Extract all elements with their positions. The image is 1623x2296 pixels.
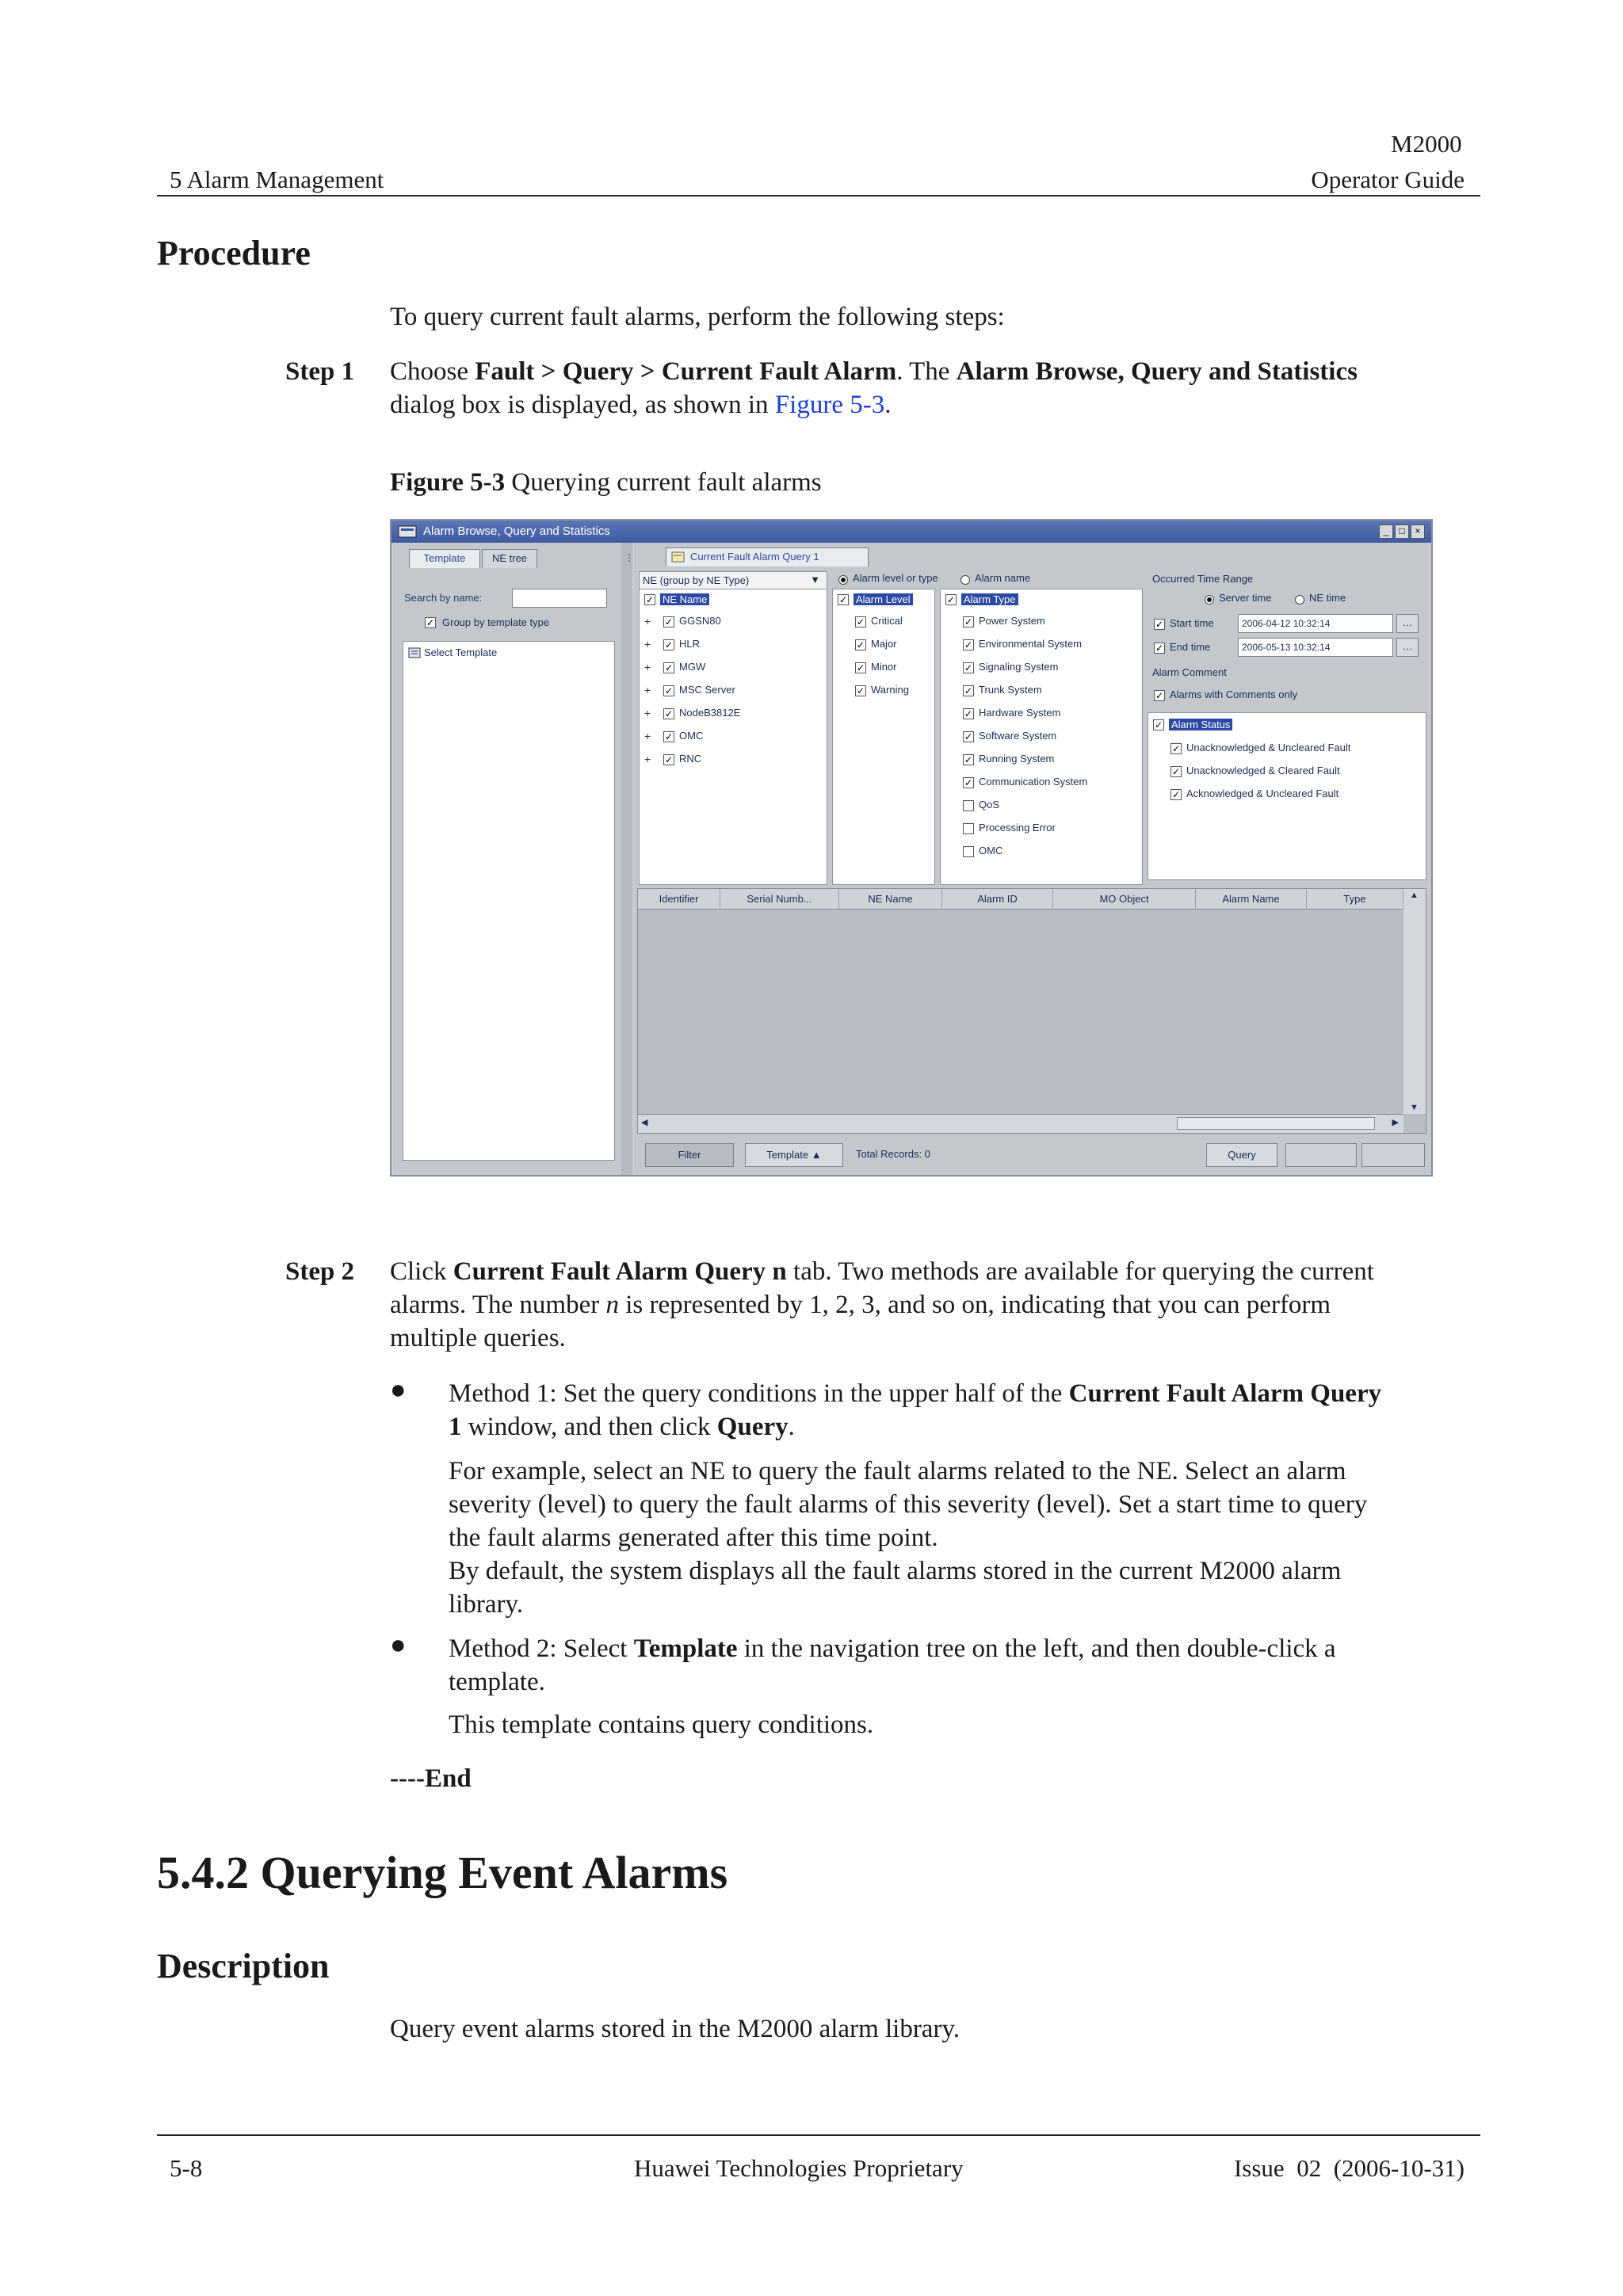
status-checkbox[interactable]: ✓ [1171, 789, 1181, 800]
level-tree [832, 589, 935, 885]
method1-para-4: By default, the system displays all the fault alarms stored in the current M2000 alarm [449, 1557, 1342, 1585]
method1-line1: Method 1: Set the query conditions in the upper half of the Current Fault Alarm Query [449, 1379, 1382, 1408]
end-marker: ----End [390, 1764, 472, 1793]
column-serial-number[interactable]: Serial Numb... [720, 889, 839, 910]
column-mo-object[interactable]: MO Object [1053, 889, 1196, 910]
header-doc-title: Operator Guide [1311, 166, 1465, 193]
alarm-browse-dialog [390, 519, 1433, 1177]
step1-label: Step 1 [285, 357, 355, 386]
tab-current-fault-query[interactable]: Current Fault Alarm Query 1 [666, 547, 869, 566]
status-checkbox[interactable]: ✓ [1171, 766, 1181, 777]
method2-para: This template contains query conditions. [449, 1711, 874, 1739]
scroll-up-icon[interactable]: ▲ [1410, 891, 1419, 900]
status-item[interactable]: Unacknowledged & Cleared Fault [1186, 765, 1340, 776]
ne-root-checkbox[interactable]: ✓ [645, 594, 655, 605]
start-time-checkbox[interactable]: ✓ [1155, 619, 1164, 630]
type-item[interactable]: Signaling System [979, 661, 1059, 673]
ne-checkbox[interactable]: ✓ [664, 662, 674, 673]
type-checkbox[interactable]: ✓ [964, 616, 973, 627]
column-type[interactable]: Type [1307, 889, 1403, 910]
radio-level-type-label: Alarm level or type [853, 572, 938, 584]
level-checkbox[interactable]: ✓ [856, 639, 865, 650]
expand-icon[interactable]: + [644, 707, 651, 719]
method1-para-3: the fault alarms generated after this time point. [449, 1524, 938, 1552]
type-root-checkbox[interactable]: ✓ [946, 594, 956, 605]
tab-ne-tree[interactable]: NE tree [482, 549, 537, 568]
type-checkbox[interactable]: ✓ [964, 662, 973, 673]
step2-line1: Click Current Fault Alarm Query n tab. Two methods are available for querying the current [390, 1257, 1374, 1286]
right-panel [634, 543, 1431, 1175]
radio-ne-time[interactable] [1295, 595, 1304, 605]
type-item[interactable]: Environmental System [979, 638, 1083, 650]
step2-line2: alarms. The number n is represented by 1, 2, 3, and so on, indicating that you can perform [390, 1291, 1331, 1319]
type-item[interactable]: Software System [979, 730, 1057, 742]
level-item[interactable]: Critical [871, 615, 903, 627]
expand-icon[interactable]: + [644, 730, 651, 742]
group-label: Group by template type [442, 616, 550, 628]
ne-checkbox[interactable]: ✓ [664, 731, 674, 742]
dialog-titlebar [391, 521, 1431, 543]
type-checkbox[interactable]: ✓ [964, 777, 973, 788]
type-checkbox[interactable] [963, 823, 974, 834]
radio-server-time[interactable] [1205, 595, 1214, 605]
level-item[interactable]: Warning [871, 684, 909, 696]
results-header [638, 889, 1403, 910]
level-root-label: Alarm Level [854, 593, 913, 605]
close-icon[interactable]: × [1411, 524, 1425, 539]
type-item[interactable]: Power System [979, 615, 1045, 627]
ne-item[interactable]: MSC Server [679, 684, 735, 696]
template-folder-icon [408, 646, 421, 659]
search-input[interactable] [512, 589, 607, 608]
search-label: Search by name: [404, 592, 483, 604]
level-checkbox[interactable]: ✓ [856, 616, 865, 627]
comments-only-label: Alarms with Comments only [1170, 688, 1298, 700]
start-time-input[interactable]: 2006-04-12 10:32:14 [1238, 614, 1393, 633]
scroll-down-icon[interactable]: ▼ [1410, 1103, 1419, 1112]
level-item[interactable]: Major [871, 638, 897, 650]
type-checkbox[interactable]: ✓ [964, 754, 973, 765]
bullet-icon: ● [390, 1375, 407, 1405]
status-root-checkbox[interactable]: ✓ [1154, 719, 1163, 730]
ne-item[interactable]: NodeB3812E [679, 707, 741, 719]
template-tree [403, 641, 615, 1161]
footer-company: Huawei Technologies Proprietary [634, 2154, 964, 2182]
type-checkbox[interactable] [963, 800, 974, 811]
type-item[interactable]: Communication System [979, 776, 1088, 788]
method2-line2: template. [449, 1668, 545, 1696]
type-checkbox[interactable]: ✓ [964, 708, 973, 719]
results-table [637, 888, 1426, 1134]
column-alarm-name[interactable]: Alarm Name [1196, 889, 1307, 910]
level-checkbox[interactable]: ✓ [856, 662, 865, 673]
right-conditions [1148, 571, 1428, 885]
type-item[interactable]: OMC [979, 845, 1003, 856]
method1-line2: 1 window, and then click Query. [449, 1413, 795, 1441]
template-button[interactable]: Template ▲ [745, 1143, 843, 1167]
maximize-icon[interactable]: □ [1395, 524, 1409, 539]
status-item[interactable]: Acknowledged & Uncleared Fault [1186, 788, 1339, 799]
bullet-icon: ● [390, 1630, 407, 1660]
status-checkbox[interactable]: ✓ [1171, 743, 1181, 754]
end-time-label: End time [1170, 641, 1211, 653]
ne-item[interactable]: OMC [679, 730, 704, 742]
type-root-label: Alarm Type [961, 593, 1018, 605]
header-chapter: 5 Alarm Management [170, 166, 384, 193]
ne-checkbox[interactable]: ✓ [664, 639, 674, 650]
header-product: M2000 [1391, 130, 1462, 158]
radio-alarm-name-label: Alarm name [975, 572, 1031, 584]
ne-root-label: NE Name [660, 593, 709, 605]
method2-line1: Method 2: Select Template in the navigation tree on the left, and then double-click a [449, 1634, 1336, 1663]
filter-button[interactable]: Filter [645, 1143, 734, 1167]
ne-checkbox[interactable]: ✓ [664, 616, 674, 627]
figure-link[interactable]: Figure 5-3 [774, 391, 885, 419]
status-item[interactable]: Unacknowledged & Uncleared Fault [1186, 742, 1351, 753]
ne-group-select[interactable]: NE (group by NE Type) ▼ [639, 571, 827, 605]
type-item[interactable]: Hardware System [979, 707, 1061, 719]
chevron-up-icon: ▲ [811, 1149, 822, 1161]
procedure-heading: Procedure [157, 234, 311, 273]
ne-checkbox[interactable]: ✓ [664, 685, 674, 696]
splitter-arrows-icon: ⋮ [624, 552, 634, 563]
level-root-checkbox[interactable]: ✓ [838, 594, 848, 605]
total-records: Total Records: 0 [856, 1148, 930, 1160]
ne-item[interactable]: MGW [679, 661, 706, 673]
app-icon [398, 525, 417, 538]
ne-item[interactable]: GGSN80 [679, 615, 721, 627]
type-checkbox[interactable]: ✓ [964, 731, 973, 742]
footer-issue: Issue 02 (2006-10-31) [1233, 2154, 1465, 2182]
level-checkbox[interactable]: ✓ [856, 685, 865, 696]
step2-label: Step 2 [285, 1257, 355, 1286]
method1-para-1: For example, select an NE to query the fault alarms related to the NE. Select an alarm [449, 1457, 1346, 1486]
ne-checkbox[interactable]: ✓ [664, 708, 674, 719]
expand-icon[interactable]: + [644, 638, 651, 650]
disabled-button [1361, 1143, 1425, 1167]
ne-checkbox[interactable]: ✓ [664, 754, 674, 765]
type-checkbox[interactable]: ✓ [964, 639, 973, 650]
radio-level-type[interactable] [838, 575, 848, 585]
type-checkbox[interactable] [963, 846, 974, 857]
chevron-down-icon: ▼ [810, 574, 820, 585]
disabled-button [1285, 1143, 1357, 1167]
comments-only-checkbox[interactable]: ✓ [1155, 690, 1164, 701]
expand-icon[interactable]: + [644, 684, 651, 696]
end-time-checkbox[interactable]: ✓ [1155, 643, 1164, 654]
column-identifier[interactable]: Identifier [638, 889, 720, 910]
start-time-label: Start time [1170, 617, 1214, 629]
scroll-right-icon[interactable]: ▶ [1392, 1118, 1399, 1127]
description-heading: Description [157, 1947, 330, 1985]
start-time-picker-button[interactable]: … [1396, 614, 1419, 633]
tab-template[interactable]: Template [409, 549, 480, 568]
comment-group-label: Alarm Comment [1152, 666, 1227, 678]
ne-item[interactable]: RNC [679, 753, 702, 765]
group-checkbox[interactable]: ✓ [426, 617, 435, 628]
level-item[interactable]: Minor [871, 661, 897, 673]
query-button[interactable]: Query [1206, 1143, 1277, 1167]
procedure-intro: To query current fault alarms, perform the following steps: [390, 303, 1005, 331]
type-checkbox[interactable]: ✓ [964, 685, 973, 696]
column-ne-name[interactable]: NE Name [839, 889, 942, 910]
footer-page-number: 5-8 [170, 2154, 203, 2182]
scroll-thumb[interactable] [1177, 1117, 1375, 1130]
dialog-title: Alarm Browse, Query and Statistics [423, 524, 610, 538]
figure-caption: Figure 5-3 Querying current fault alarms [390, 468, 822, 497]
method1-para-2: severity (level) to query the fault alarms of this severity (level). Set a start time to query [449, 1490, 1368, 1519]
server-time-label: Server time [1219, 592, 1272, 604]
column-alarm-id[interactable]: Alarm ID [942, 889, 1053, 910]
description-text: Query event alarms stored in the M2000 alarm library. [390, 2015, 960, 2043]
ne-item[interactable]: HLR [679, 638, 701, 650]
expand-icon[interactable]: + [644, 661, 651, 673]
type-item[interactable]: QoS [979, 799, 1000, 810]
select-template-item[interactable]: Select Template [424, 646, 498, 658]
end-time-input[interactable]: 2006-05-13 10:32:14 [1238, 638, 1393, 657]
type-tree [940, 589, 1143, 885]
left-panel [393, 543, 621, 1175]
section-title: 5.4.2 Querying Event Alarms [157, 1847, 728, 1898]
type-item[interactable]: Running System [979, 753, 1055, 765]
type-item[interactable]: Processing Error [979, 822, 1056, 833]
scroll-left-icon[interactable]: ◀ [641, 1118, 648, 1127]
method1-para-5: library. [449, 1590, 524, 1619]
radio-alarm-name[interactable] [960, 575, 970, 585]
expand-icon[interactable]: + [644, 753, 651, 765]
footer-rule [157, 2134, 1480, 2136]
status-tree [1148, 712, 1426, 880]
status-root-label: Alarm Status [1169, 719, 1232, 730]
step1-line2: dialog box is displayed, as shown in Figure 5-3. [390, 391, 892, 419]
query-tab-icon [671, 551, 685, 563]
vertical-scrollbar[interactable] [1403, 889, 1426, 1114]
expand-icon[interactable]: + [644, 615, 651, 627]
time-group-label: Occurred Time Range [1152, 573, 1254, 585]
ne-tree [639, 589, 827, 885]
type-item[interactable]: Trunk System [979, 684, 1042, 696]
splitter-handle[interactable] [621, 543, 632, 1175]
step1-line1: Choose Fault > Query > Current Fault Alarm. The Alarm Browse, Query and Statistics [390, 357, 1358, 386]
end-time-picker-button[interactable]: … [1396, 638, 1419, 657]
ne-time-label: NE time [1309, 592, 1346, 604]
minimize-icon[interactable]: _ [1379, 524, 1393, 539]
step2-line3: multiple queries. [390, 1324, 566, 1352]
horizontal-scrollbar[interactable] [638, 1114, 1403, 1133]
header-rule [157, 195, 1480, 196]
